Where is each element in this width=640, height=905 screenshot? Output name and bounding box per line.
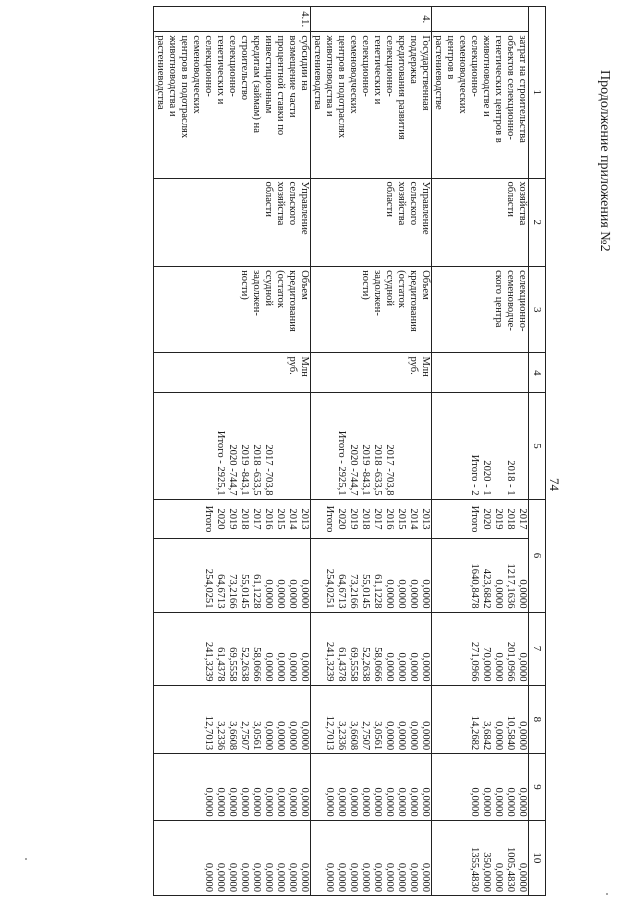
executor-cell: хозяйства области	[432, 178, 529, 267]
regional-budget-cell: 0,0000 10,5840 0,0000 3,6842 14,2682	[432, 685, 529, 754]
header-cell: 5	[529, 393, 546, 499]
table-body	[154, 7, 529, 896]
federal-budget-cell: 0,0000 0,0000 0,0000 0,0000 58,0666 52,2638 69,5558 61,4378 241,3239	[154, 612, 311, 685]
row-number-cell: 4.1.	[154, 7, 311, 32]
header-cell: 10	[529, 820, 546, 895]
unit-cell	[432, 353, 529, 393]
scan-speck	[25, 858, 27, 860]
continuation-header: Продолжение приложения №2	[597, 70, 612, 252]
header-cell: 4	[529, 353, 546, 393]
table-row	[311, 7, 432, 896]
budget-table	[153, 6, 546, 896]
header-cell: 2	[529, 178, 546, 267]
year-cell: 2013 2014 2015 2016 2017 2018 2019 2020 Итого	[311, 499, 432, 539]
header-row	[529, 7, 546, 896]
indicator-value-cell: 2018 - 1 2020 - 1 Итого - 2	[432, 393, 529, 499]
extrabudgetary-cell: 0,0000 1005,4830 0,0000 350,0000 1355,4830	[432, 820, 529, 895]
header-cell: 7	[529, 612, 546, 685]
indicator-name-cell: Объем кредитования (остаток ссудной задолжен- ности)	[154, 267, 311, 353]
regional-budget-cell: 0,0000 0,0000 0,0000 0,0000 3,0561 2,7507 3,6608 3,2336 12,7013	[154, 685, 311, 754]
header-cell: 6	[529, 499, 546, 612]
header-cell: 9	[529, 754, 546, 820]
federal-budget-cell: 0,0000 201,0966 0,0000 70,0000 271,0966	[432, 612, 529, 685]
indicator-name-cell: Объем кредитования (остаток ссудной задолжен- ности)	[311, 267, 432, 353]
total-amount-cell: 0,0000 0,0000 0,0000 0,0000 61,1228 55,0145 73,2166 64,6713 254,0251	[154, 539, 311, 612]
total-amount-cell: 0,0000 0,0000 0,0000 0,0000 61,1228 55,0145 73,2166 64,6713 254,0251	[311, 539, 432, 612]
activity-name-cell: затрат на строительства объектов селекционно- генетических центров в животноводстве и селекционно- семеноводческих центров в растениеводстве	[432, 32, 529, 178]
executor-cell: Управление сельского хозяйства области	[154, 178, 311, 267]
regional-budget-cell: 0,0000 0,0000 0,0000 0,0000 3,0561 2,7507 3,6608 3,2336 12,7013	[311, 685, 432, 754]
extrabudgetary-cell: 0,0000 0,0000 0,0000 0,0000 0,0000 0,0000 0,0000 0,0000 0,0000	[154, 820, 311, 895]
page-number: 74	[547, 478, 562, 491]
indicator-value-cell: 2017 -703,8 2018 -633,5 2019 -843,1 2020 -744,7 Итого - 2925,1	[154, 393, 311, 499]
indicator-value-cell: 2017 -703,8 2018 -633,5 2019 -843,1 2020 -744,7 Итого - 2925,1	[311, 393, 432, 499]
activity-name-cell: Государственная поддержка кредитования развития селекционно- генетических и селекционно- семеноводческих центров в подотраслях животноводства и растениеводства	[311, 32, 432, 178]
local-budget-cell: 0,0000 0,0000 0,0000 0,0000 0,0000	[432, 754, 529, 820]
total-amount-cell: 0,0000 1217,1636 0,0000 423,6842 1640,8478	[432, 539, 529, 612]
activity-name-cell: субсидии на возмещение части процентной ставки по инвестиционным кредитам (займам) на строительство селекционно- генетических и селекционно- семеноводческих центров в подотраслях животноводства и растениеводства	[154, 32, 311, 178]
year-cell: 2013 2014 2015 2016 2017 2018 2019 2020 Итого	[154, 499, 311, 539]
federal-budget-cell: 0,0000 0,0000 0,0000 0,0000 58,0666 52,2638 69,5558 61,4378 241,3239	[311, 612, 432, 685]
extrabudgetary-cell: 0,0000 0,0000 0,0000 0,0000 0,0000 0,0000 0,0000 0,0000 0,0000	[311, 820, 432, 895]
table-row	[432, 7, 529, 896]
unit-cell: Млн руб.	[311, 353, 432, 393]
year-cell: 2017 2018 2019 2020 Итого	[432, 499, 529, 539]
local-budget-cell: 0,0000 0,0000 0,0000 0,0000 0,0000 0,0000 0,0000 0,0000 0,0000	[154, 754, 311, 820]
unit-cell: Млн руб.	[154, 353, 311, 393]
header-cell: 8	[529, 685, 546, 754]
scan-speck	[606, 893, 608, 895]
indicator-name-cell: селекционно- семеноводче- ского центра	[432, 267, 529, 353]
header-cell: 1	[529, 7, 546, 179]
executor-cell: Управление сельского хозяйства области	[311, 178, 432, 267]
row-number-cell	[432, 7, 529, 32]
row-number-cell: 4.	[311, 7, 432, 32]
local-budget-cell: 0,0000 0,0000 0,0000 0,0000 0,0000 0,0000 0,0000 0,0000 0,0000	[311, 754, 432, 820]
header-cell: 3	[529, 267, 546, 353]
table-row	[154, 7, 311, 896]
